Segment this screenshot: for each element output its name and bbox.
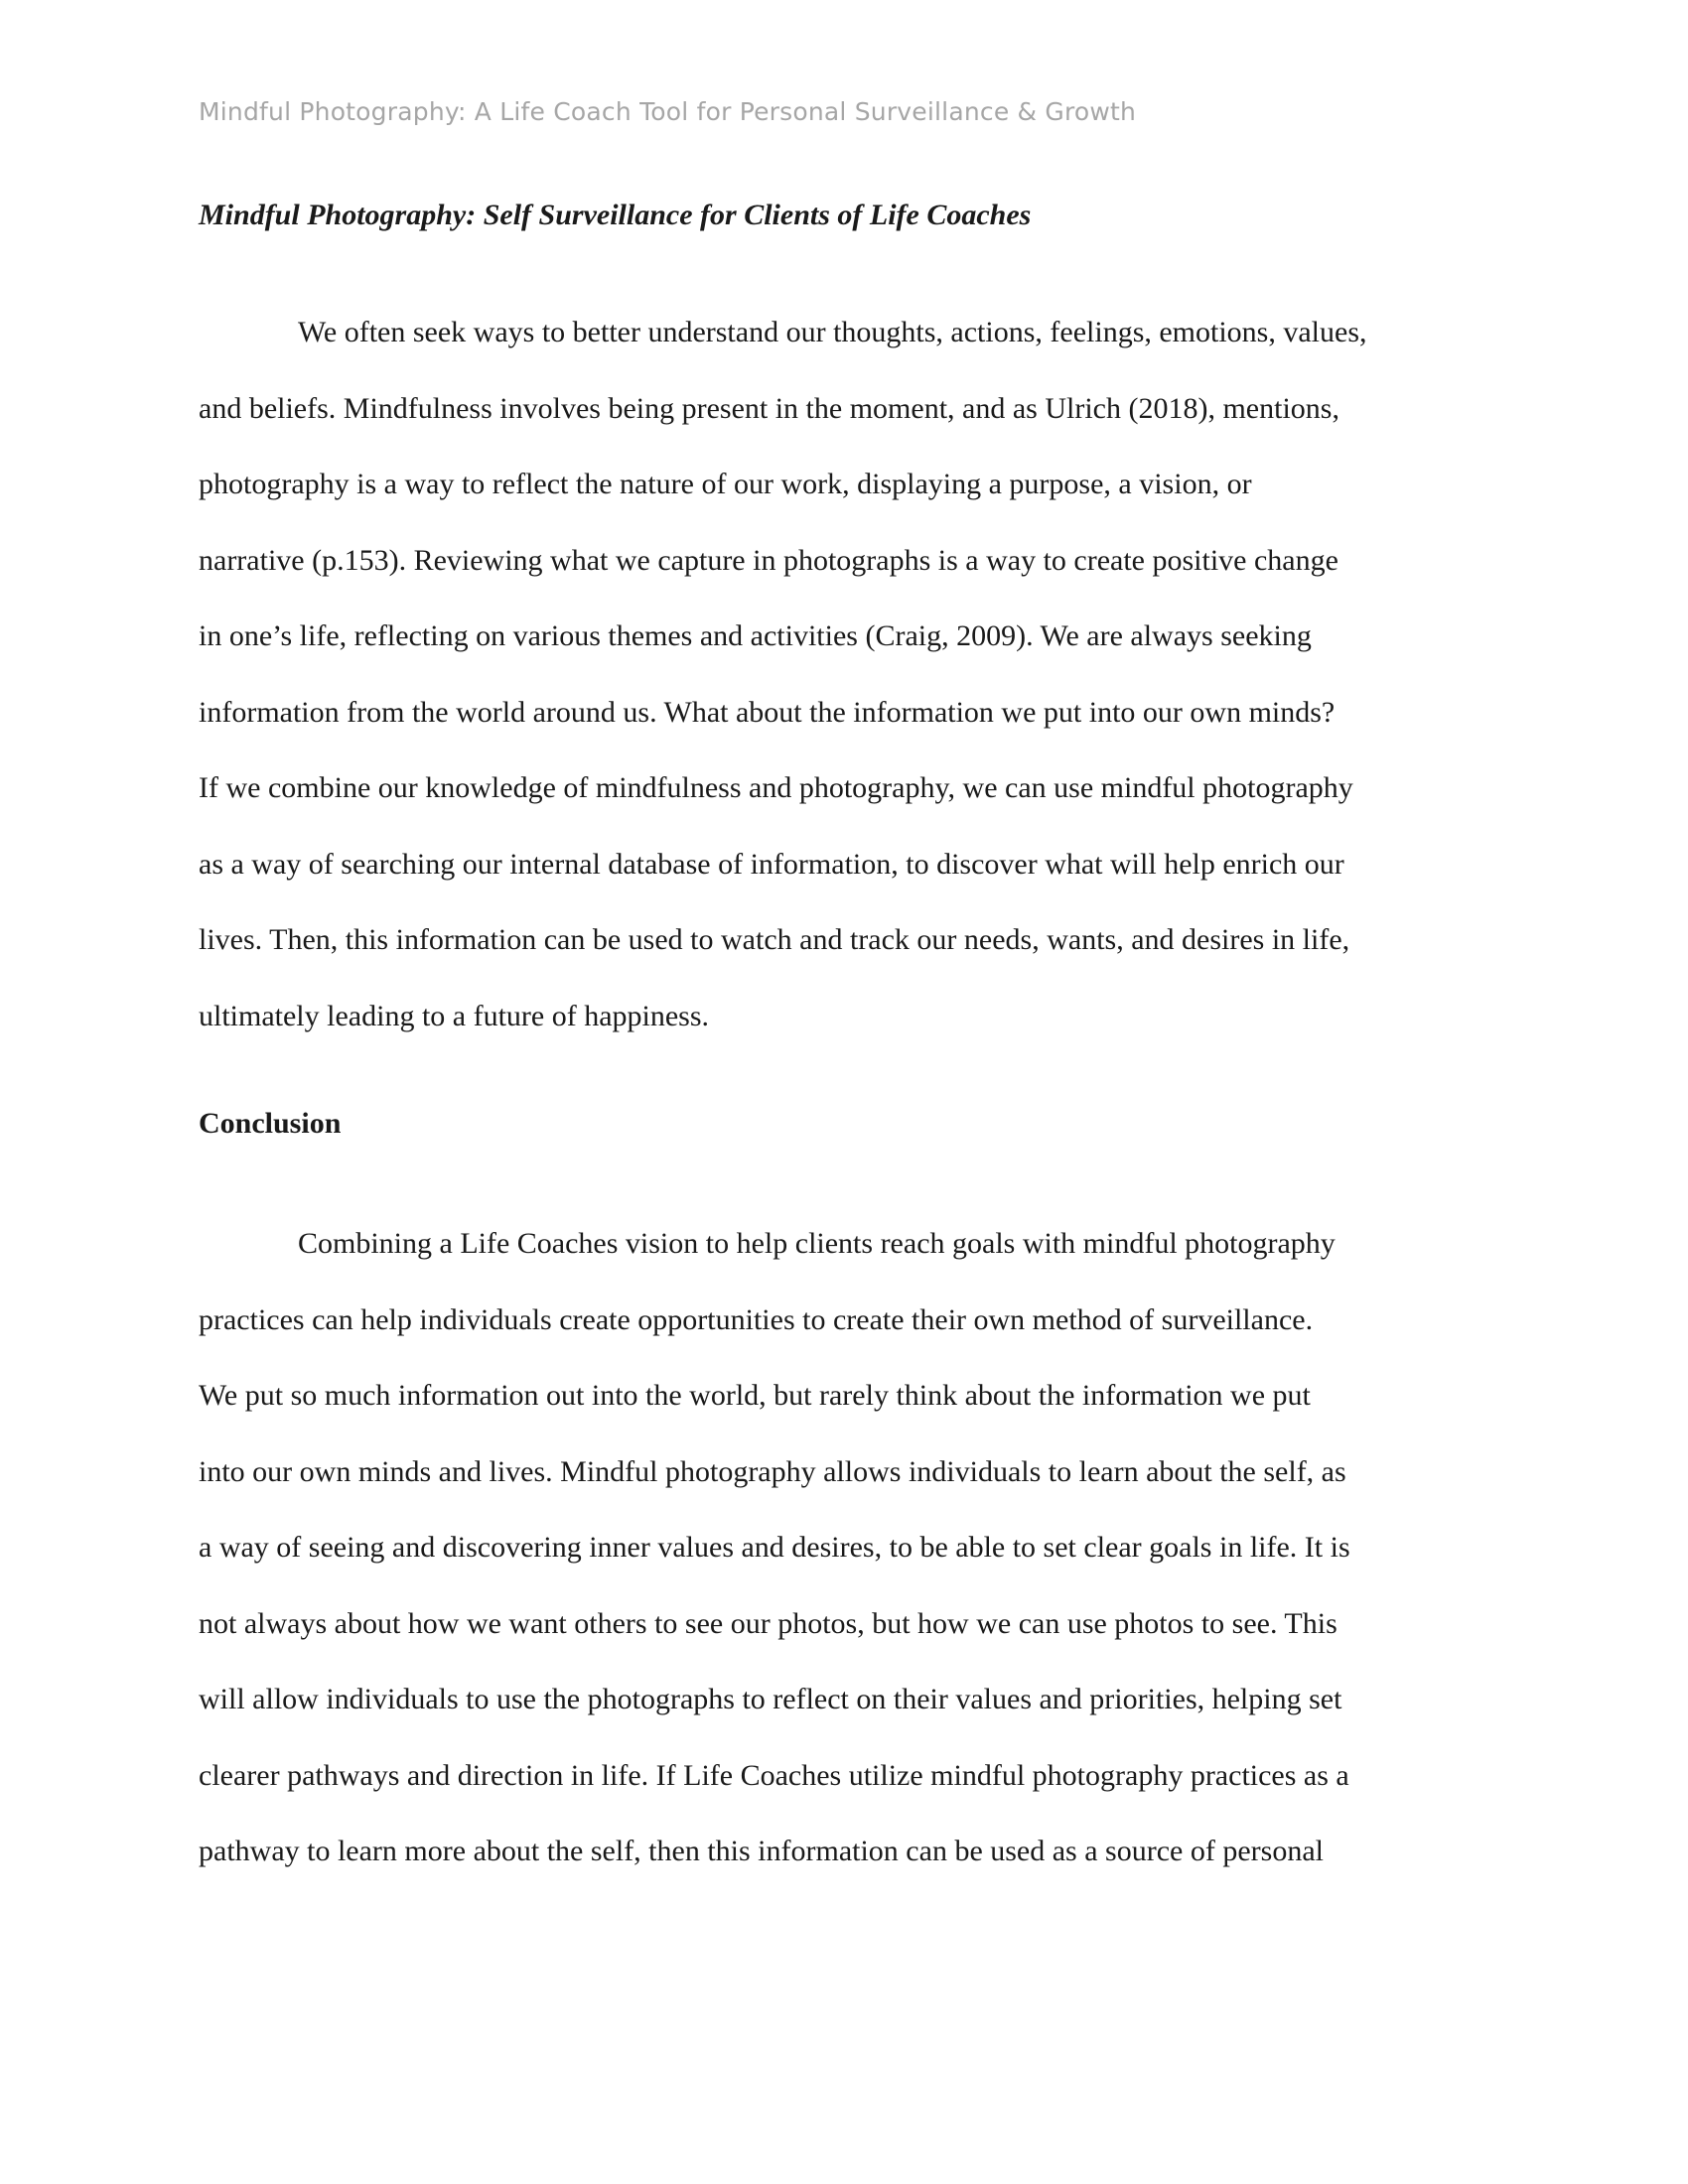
conclusion-line: into our own minds and lives. Mindful photography allows individuals to learn about the self, as (199, 1454, 1346, 1488)
intro-line: photography is a way to reflect the nature of our work, displaying a purpose, a vision, or (199, 468, 1252, 500)
intro-paragraph (199, 295, 1489, 1054)
conclusion-line: not always about how we want others to see our photos, but how we can use photos to see. This (199, 1606, 1337, 1640)
conclusion-line: pathway to learn more about the self, then this information can be used as a source of personal (199, 1835, 1324, 1867)
conclusion-line: We put so much information out into the world, but rarely think about the information we put (199, 1379, 1311, 1412)
conclusion-line: practices can help individuals create opportunities to create their own method of surveillance. (199, 1302, 1314, 1336)
conclusion-line: Combining a Life Coaches vision to help clients reach goals with mindful photography (298, 1227, 1336, 1260)
intro-line: If we combine our knowledge of mindfulness and photography, we can use mindful photography (199, 771, 1353, 804)
paper-title: Mindful Photography: Self Surveillance for Clients of Life Coaches (199, 199, 1032, 231)
intro-line: lives. Then, this information can be used to watch and track our needs, wants, and desires in life, (199, 923, 1350, 956)
intro-line: We often seek ways to better understand our thoughts, actions, feelings, emotions, values, (298, 316, 1367, 348)
conclusion-line: clearer pathways and direction in life. If Life Coaches utilize mindful photography practices as a (199, 1758, 1349, 1792)
conclusion-paragraph (199, 1206, 1489, 1890)
intro-line: ultimately leading to a future of happiness. (199, 999, 710, 1032)
intro-line: information from the world around us. What about the information we put into our own minds? (199, 695, 1336, 729)
conclusion-line: will allow individuals to use the photographs to reflect on their values and priorities, helping set (199, 1683, 1342, 1715)
conclusion-line: a way of seeing and discovering inner values and desires, to be able to set clear goals in life. It is (199, 1531, 1350, 1564)
intro-line: narrative (p.153). Reviewing what we capture in photographs is a way to create positive change (199, 543, 1338, 577)
conclusion-heading: Conclusion (199, 1107, 342, 1140)
running-head: Mindful Photography: A Life Coach Tool for Personal Surveillance & Growth (199, 97, 1137, 126)
intro-line: as a way of searching our internal database of information, to discover what will help enrich our (199, 847, 1344, 881)
intro-line: in one’s life, reflecting on various themes and activities (Craig, 2009). We are always seeking (199, 619, 1312, 652)
intro-line: and beliefs. Mindfulness involves being present in the moment, and as Ulrich (2018), mentions, (199, 391, 1339, 425)
